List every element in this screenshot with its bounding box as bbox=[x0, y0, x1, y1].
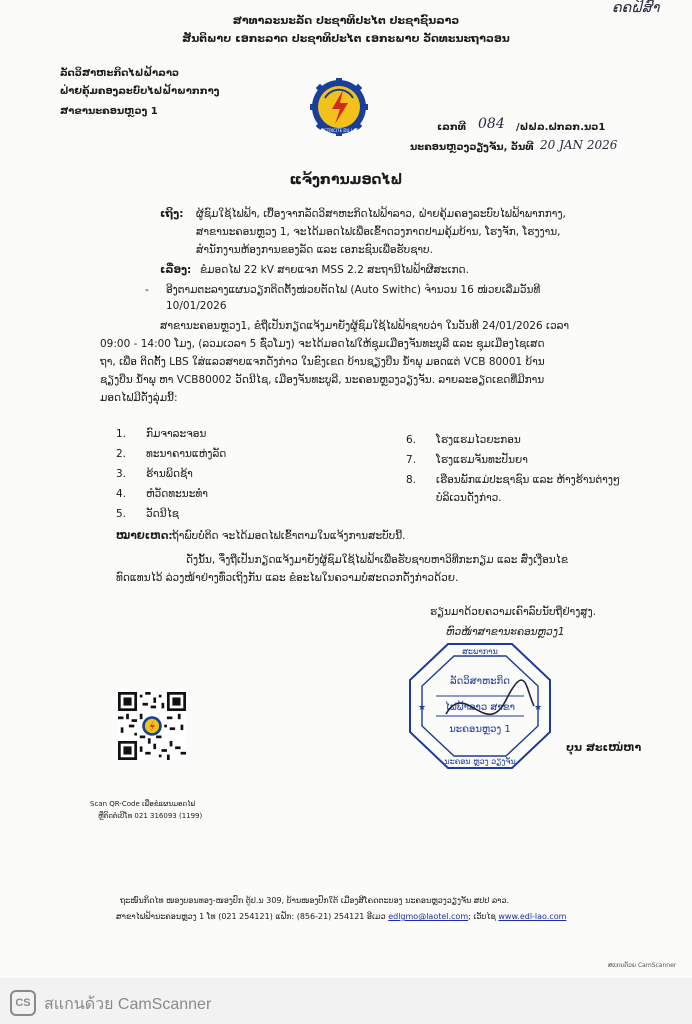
country-name-line: ສາທາລະນະລັດ ປະຊາທິປະໄຕ ປະຊາຊົນລາວ bbox=[232, 14, 460, 27]
footer-website-link[interactable]: www.edl-lao.com bbox=[498, 912, 567, 921]
svg-text:ນະຄອນຫຼວງ 1: ນະຄອນຫຼວງ 1 bbox=[449, 724, 511, 735]
camscanner-logo-icon: CS bbox=[10, 990, 36, 1016]
document-date: 20 JAN 2026 bbox=[540, 138, 618, 152]
bullet-line-2: 10/01/2026 bbox=[166, 300, 227, 312]
to-line-3: ສໍານັກງານຫ້ອງການຂອງລັດ ແລະ ເອກະຊົນເພື່ອຮັບຊາບ. bbox=[196, 244, 433, 256]
reference-number: 084 bbox=[478, 116, 505, 132]
svg-text:★: ★ bbox=[534, 703, 543, 713]
note-text: ຖ້າພົບບໍ່ຕິດ ຈະໄດ້ມອດໄຟເຂົ້າຕາມໃນແຈ້ງການສະບັບນີ້. bbox=[172, 530, 406, 542]
to-label: ເຖິງ: bbox=[160, 208, 184, 220]
main-line-3: ຖາ, ເພື່ອ ຕິດຕັ້ງ LBS ໃສ່ແລວສາຍແຈກດັ່ງກ່າວ ໃນຂົງເຂດ ບ້ານຊຽງບືນ ນ້ຳພຸ ມອດແຕ່ VCB 80001 ບ້ານ bbox=[100, 356, 545, 368]
main-line-4: ຊຽງບືນ ນ້ຳພຸ ຫາ VCB80002 ວັດນີໄຊ, ເມືອງຈັນທະບູລີ, ນະຄອນຫຼວງວຽງຈັນ. ລາຍລະອຽດເຂດທີ່ມີການ bbox=[100, 374, 545, 386]
document-title: ແຈ້ງການມອດໄຟ bbox=[289, 172, 403, 188]
footer-contact-text: ສາຂາໄຟຟ້ານະຄອນຫຼວງ 1 ໂທ (021 254121) ແຟັກ: (856-21) 254121 ອີເມວ bbox=[116, 912, 386, 921]
svg-text:ນະຄອນ ຫຼວງ ວຽງຈັນ: ນະຄອນ ຫຼວງ ວຽງຈັນ bbox=[444, 757, 516, 766]
country-motto-line: ສັນຕິພາບ ເອກະລາດ ປະຊາທິປະໄຕ ເອກະພາບ ວັດທະນະຖາວອນ bbox=[182, 32, 510, 45]
org-branch: ສາຂານະຄອນຫຼວງ 1 bbox=[60, 106, 158, 117]
to-line-1: ຜູ້ຊົມໃຊ້ໄຟຟ້າ, ເບື້ອງຈາກລັດວິສາຫະກິດໄຟຟ້າລາວ, ຝ່າຍຄຸ້ມຄອງລະບົບໄຟຟ້າພາກກາງ, bbox=[196, 208, 566, 220]
main-line-2: 09:00 - 14:00 ໂມງ, (ລວມເວລາ 5 ຊົ່ວໂມງ) ຈະໄດ້ມອດໄຟໃຫ້ຊຸມເມືອງຈັນທະບູລີ ແລະ ຊຸມເມືອງໄຊເສດ bbox=[100, 338, 545, 350]
qr-caption-line-1: Scan QR-Code ເພື່ອຂໍແຜນມອດໄຟ bbox=[90, 800, 196, 808]
main-line-1: ສາຂານະຄອນຫຼວງ1, ຂໍຖືເປັນກຽດແຈ້ງມາຍັງຜູ້ຊົມໃຊ້ໄຟຟ້າຊາບວ່າ ໃນວັນທີ 24/01/2026 ເວລາ bbox=[160, 320, 570, 332]
bullet-line-1: ອີງຕາມຕະລາງແຜນວຽກຕິດຕັ້ງໜ່ວຍຕັດໄຟ (Auto Swithc) ຈຳນວນ 16 ໜ່ວຍເລີ່ມວັນທີ bbox=[166, 284, 541, 296]
footer-address: ຖະໜົນກິດໄທ ໜອງບອນທອງ-ໜອງປົກ ຕູ້ປ.ນ 309, ບ້ານໜອງປົກໃຕ້ ເມືອງສີໂຄດຕະບອງ ນະຄອນຫຼວງວຽງຈັນ ສປປ ລາວ. bbox=[120, 896, 510, 905]
list-item: ຫໍວັດທະນະທຳ bbox=[146, 488, 208, 500]
note-label: ໝາຍເຫດ: bbox=[116, 530, 173, 542]
official-stamp bbox=[406, 640, 554, 772]
signer-name: ບຸນ ສະເໜ່ຫາ bbox=[566, 741, 642, 754]
svg-text:ສະພາການ: ສະພາການ bbox=[462, 647, 498, 656]
place-date-label: ນະຄອນຫຼວງວຽງຈັນ, ວັນທີ bbox=[410, 142, 534, 153]
list-item: ວັດນີໄຊ bbox=[146, 508, 179, 520]
subject-label: ເລື່ອງ: bbox=[160, 264, 192, 276]
closing-line-2: ທົດແທນໄວ້ ລ່ວງໜ້າຢ່າງທົ່ວເຖິງກັນ ແລະ ຂໍອະໄພໃນຄວາມບໍ່ສະດວກດັ່ງກ່າວດ້ວຍ. bbox=[116, 572, 459, 584]
footer-website-label: ; ເວັບໄຊ bbox=[468, 912, 496, 921]
footer-email-link[interactable]: edlgmo@laotel.com bbox=[388, 912, 469, 921]
list-item-number: 2. bbox=[116, 448, 127, 460]
list-item-number: 3. bbox=[116, 468, 127, 480]
respect-line: ຮຽນມາດ້ວຍຄວາມເຄົາລົບນັບຖືຢ່າງສູງ. bbox=[430, 606, 597, 618]
reference-label: ເລກທີ bbox=[437, 122, 466, 133]
list-item-number: 5. bbox=[116, 508, 127, 520]
camscanner-label: สแกนด้วย CamScanner bbox=[44, 996, 212, 1013]
logo-text: ELECTRICITE DU LAOS bbox=[316, 128, 362, 133]
list-item: ທະນາຄານແຫ່ງລັດ bbox=[146, 448, 227, 460]
svg-text:ໄຟຟ້າລາວ ສາຂາ: ໄຟຟ້າລາວ ສາຂາ bbox=[444, 702, 516, 713]
reference-suffix: /ຟຟລ.ຝກລກ.ນວ1 bbox=[516, 122, 606, 133]
corner-handwritten-note: ຄຄຝິສົາ bbox=[612, 0, 660, 16]
list-item-number: 7. bbox=[406, 454, 417, 466]
position-line: ຫົວໜ້າສາຂານະຄອນຫຼວງ1 bbox=[446, 626, 565, 638]
edl-logo-icon bbox=[310, 78, 368, 136]
list-item-number: 1. bbox=[116, 428, 127, 440]
list-item: ໂຮງແຮມໄວຍະກອນ bbox=[436, 434, 521, 446]
list-item: ເຮືອນພັກແມ່ປະຊາຊົນ ແລະ ຫ້າງຮ້ານຕ່າງໆ bbox=[436, 474, 620, 486]
bullet-dash: - bbox=[145, 284, 149, 296]
closing-line-1: ດັ່ງນັ້ນ, ຈຶ່ງຖືເປັນກຽດແຈ້ງມາຍັງຜູ້ຊົມໃຊ້ໄຟຟ້າເພື່ອຮັບຊາບຫາວິທີກະກຽມ ແລະ ສົ່ງເງືອນໄຂ bbox=[186, 554, 569, 566]
org-name: ລັດວິສາຫະກິດໄຟຟ້າລາວ bbox=[60, 68, 180, 79]
footer-contact bbox=[116, 912, 566, 921]
qr-caption-line-2: ຫຼືຕິດຕໍ່ເບີໂທ 021 316093 (1199) bbox=[98, 812, 203, 820]
to-line-2: ສາຂານະຄອນຫຼວງ 1, ຈະໄດ້ມອດໄຟເພື່ອເຂົ້າດວງກາດປາມຄຸ້ມບ້ານ, ໂຮງຈັກ, ໂຮງງານ, bbox=[196, 226, 561, 238]
org-department: ຝ່າຍຄຸ້ມຄອງລະບົບໄຟຟ້າພາກກາງ bbox=[60, 86, 220, 97]
main-line-5: ມອດໄຟມີດັ່ງລຸ່ມນີ້: bbox=[100, 392, 178, 404]
scanned-note: ສແກນດ້ວຍ CamScanner bbox=[608, 962, 677, 969]
qr-code-icon[interactable] bbox=[118, 692, 186, 760]
list-item-number: 6. bbox=[406, 434, 417, 446]
list-item: ໂຮງແຮມຈັນທະປັນຍາ bbox=[436, 454, 528, 466]
list-item-continuation: ບໍລິເວນດັ່ງກ່າວ. bbox=[436, 492, 502, 504]
list-item-number: 4. bbox=[116, 488, 127, 500]
list-item: ກົມຈາລະຈອນ bbox=[146, 428, 207, 440]
subject-text: ຂໍມອດໄຟ 22 kV ສາຍແຈກ MSS 2.2 ສະຖານີໄຟຟ້າຜີສະເກດ. bbox=[200, 264, 469, 276]
svg-text:ລັດວິສາຫະກິດ: ລັດວິສາຫະກິດ bbox=[450, 676, 510, 687]
svg-text:★: ★ bbox=[418, 703, 427, 713]
list-item: ຮ້ານພິດຊ້າ bbox=[146, 468, 193, 480]
list-item-number: 8. bbox=[406, 474, 417, 486]
